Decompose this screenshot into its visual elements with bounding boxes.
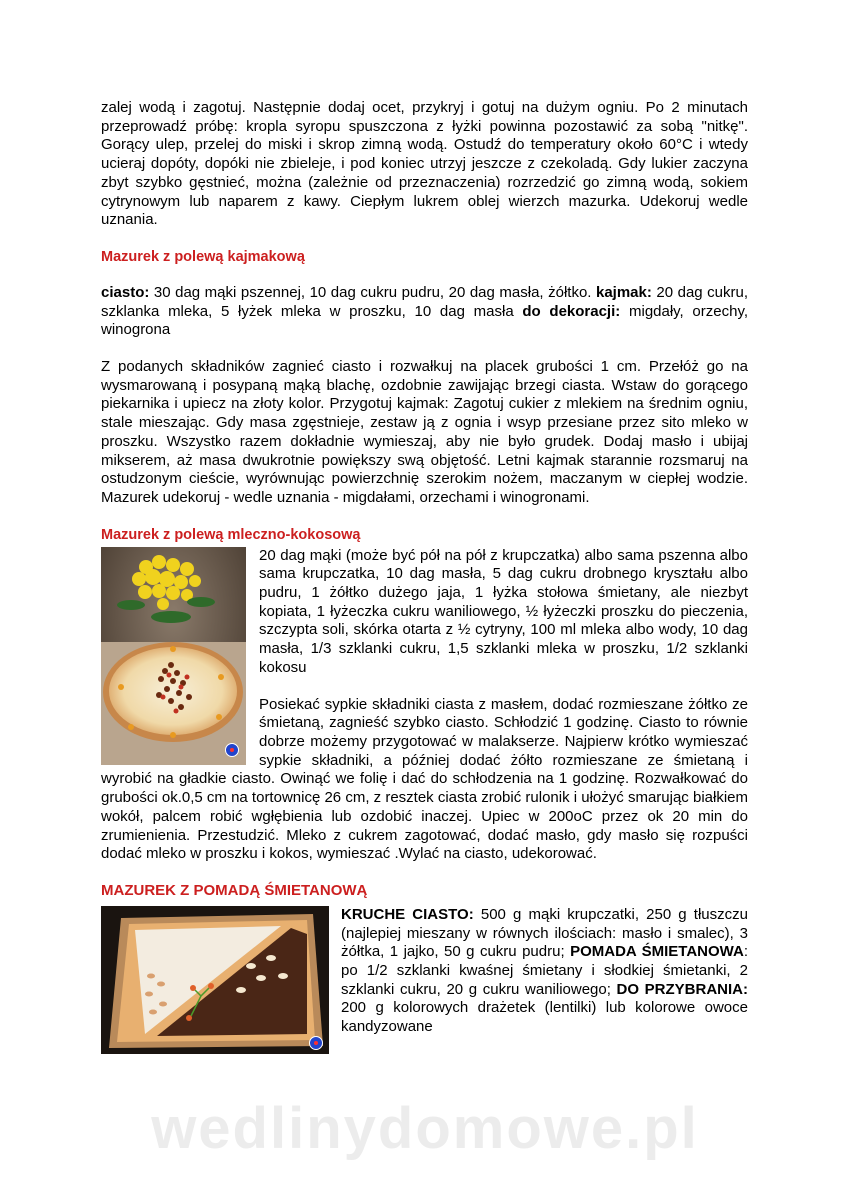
ciasto-label: ciasto: [101, 283, 150, 301]
intro-paragraph: zalej wodą i zagotuj. Następnie dodaj ocet, przykryj i gotuj na dużym ogniu. Po 2 minutach przeprowadź próbę: kropla syropu spuszczona z łyżki powinna pozostawić za sobą "nitkę". Gorący ulep, przelej do miski i skrop zimną wodą. Ostudź do temperatury około 60°C i wtedy ucieraj dopóty, dopóki nie zbieleje, i pod koniec utrzyj jeszcze z czekoladą. Gdy lukier zaczyna zbyt szybko gęstnieć, można (zależnie od przeznaczenia) rozrzedzić go zimną wodą, sokiem cytrynowym lub naparem z kawy. Ciepłym lukrem oblej wierzch mazurka. Udekoruj wedle uznania. [101, 99, 748, 229]
recipe1-title: Mazurek z polewą kajmakową [101, 248, 305, 265]
przybrania-label: DO PRZYBRANIA: [616, 980, 749, 998]
recipe2-title: Mazurek z polewą mleczno-kokosową [101, 526, 361, 543]
dekoracji-label: do dekoracji: [522, 302, 621, 320]
kruche-ciasto-text: 500 g mąki krupczatki, 250 g tłuszczu (najlepiej mieszany w równych ilościach: masło i smalec), 3 żółtka, 1 jajko, 50 g cukru pudru; [341, 905, 748, 961]
mazurek-pomada-photo [101, 906, 329, 1054]
recipe1-method: Z podanych składników zagnieć ciasto i rozwałkuj na placek grubości 1 cm. Przełóż go na wysmarowaną i posypaną mąką blachę, ozdobnie zawijając brzegi ciasta. Wstaw do gorącego piekarnika i upiecz na złoty kolor. Przygotuj kajmak: Zagotuj cukier z mlekiem na średnim ogniu, stale mieszając. Gdy masa zgęstnieje, zestaw ją z ognia i wsyp przesiane przez sito mleko w proszku. Wszystko razem dokładnie wymieszaj, aby nie było grudek. Dodaj masło i ubijaj mikserem, aż masa dwukrotnie powiększy swą objętość. Letni kajmak starannie rozsmaruj na ostudzonym cieście, wyrównując powierzchnię szerokim nożem, maczanym w ciepłej wodzie. Mazurek udekoruj - wedle uznania - migdałami, orzechami i winogronami. [101, 358, 748, 506]
mazurek-kokosowy-photo [101, 547, 246, 765]
ciasto-text: 30 dag mąki pszennej, 10 dag cukru pudru, 20 dag masła, żółtko. [149, 283, 596, 301]
recipe2-method: Posiekać sypkie składniki ciasta z masłem, dodać rozmieszane żółtko ze śmietaną, zagnieść szybko ciasto. Schłodzić 1 godzinę. Ciasto to równie dobrze możemy przygotować w malakserze. Najpierw krótko wymieszać sypkie składniki, a później dodać żółto rozmieszane ze śmietaną i wyrobić na gładkie ciasto. Owinąć we folię i dać do schłodzenia na 1 godzinę. Rozwałkować do grubości ok.0,5 cm na tortownicę 26 cm, z resztek ciasta zrobić rulonik i ułożyć smarując białkiem wokół, palcem robić wgłębienia lub ozdobić inaczej. Upiec w 200oC przez ok 20 min do zrumienienia. Przestudzić. Mleko z cukrem zagotować, dodać masło, gdy masło się rozpuści dodać mleko w proszku i kokos, wymieszać .Wylać na ciasto, udekorować. [101, 695, 748, 863]
recipe1-ingredients [101, 284, 748, 340]
kajmak-text: 20 dag cukru, szklanka mleka, 5 łyżek mleka w proszku, 10 dag masła [101, 283, 749, 320]
przybrania-text: 200 g kolorowych drażetek (lentilki) lub kolorowe owoce kandyzowane [341, 999, 748, 1036]
zoom-icon[interactable] [225, 743, 239, 757]
recipe2-ingredients: 20 dag mąki (może być pół na pół z krupczatka) albo sama pszenna albo sama krupczatka, 10 dag masła, 5 dag cukru drobnego kryształu albo pudru, 1 żółtko dużego jaja, 1 łyżka stołowa śmietany, ale niezbyt kopiata, 1 łyżeczka cukru waniliowego, ½ łyżeczki proszku do pieczenia, szczypta soli, skórka otarta z ½ cytryny, 100 ml mleka albo wody, 10 dag masła, 1/3 szklanki cukru, 1,5 szklanki mleka w proszku, 1/2 szklanki kokosu [259, 546, 748, 676]
mazurek-kokosowy-image [101, 547, 246, 765]
kruche-ciasto-label: KRUCHE CIASTO: [341, 905, 474, 923]
pomada-text: : po 1/2 szklanki kwaśnej śmietany i słodkiej śmietanki, 2 szklanki cukru, 20 g cukru waniliowego; [341, 943, 749, 998]
document-page [101, 99, 748, 1058]
zoom-icon[interactable] [309, 1036, 323, 1050]
pomada-label: POMADA ŚMIETANOWA [570, 943, 744, 961]
site-watermark: wedlinydomowe.pl [151, 1096, 699, 1161]
kajmak-label: kajmak: [595, 283, 652, 301]
recipe3-title: MAZUREK Z POMADĄ ŚMIETANOWĄ [101, 881, 368, 899]
mazurek-pomada-image [101, 906, 329, 1054]
dekoracji-text: migdały, orzechy, winogrona [101, 302, 749, 339]
